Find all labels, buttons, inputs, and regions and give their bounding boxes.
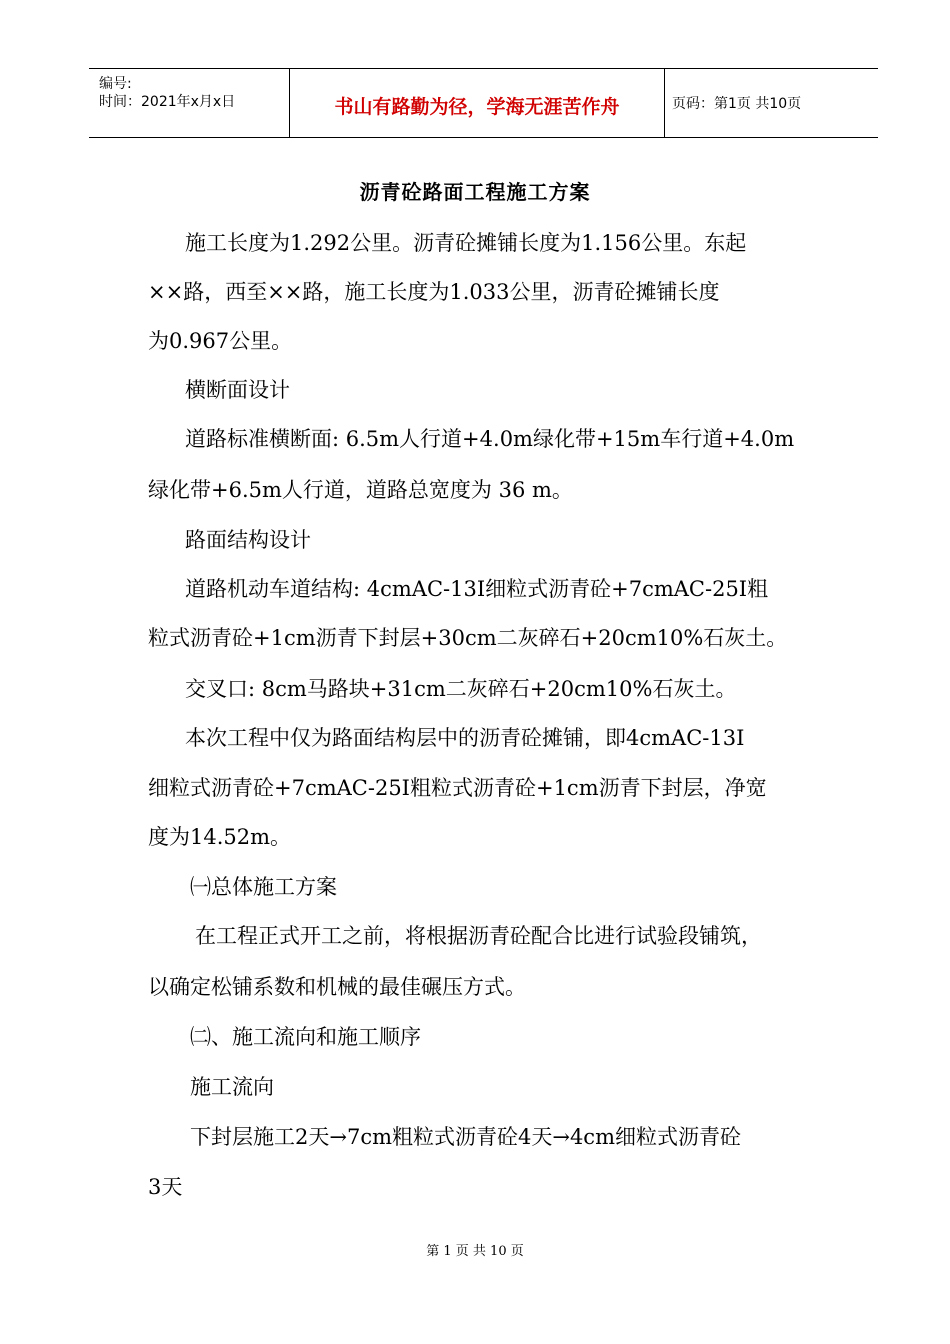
document-date: 时间：2021年x月x日 (99, 94, 236, 110)
document-number-label: 编号: (99, 76, 132, 92)
page-footer: 第 1 页 共 10 页 (426, 1244, 524, 1259)
motto-text: 书山有路勤为径，学海无涯苦作舟 (334, 96, 620, 118)
section-heading: 横断面设计 (185, 378, 290, 402)
body-line: 以确定松铺系数和机械的最佳碾压方式。 (148, 975, 526, 999)
body-line: 3天 (148, 1175, 183, 1199)
body-line: 本次工程中仅为路面结构层中的沥青砼摊铺，即4cmAC-13I (185, 726, 745, 750)
body-line: 下封层施工2天→7cm粗粒式沥青砼4天→4cm细粒式沥青砼 (190, 1125, 741, 1149)
body-line: 细粒式沥青砼+7cmAC-25I粗粒式沥青砼+1cm沥青下封层，净宽 (148, 776, 767, 800)
header-page-cell (664, 69, 878, 137)
section-heading: ㈠总体施工方案 (190, 875, 337, 899)
header-motto-cell (289, 69, 665, 137)
document-title: 沥青砼路面工程施工方案 (359, 180, 591, 204)
body-line: 度为14.52m。 (148, 825, 292, 849)
body-line: 交叉口: 8cm马路块+31cm二灰碎石+20cm10%石灰土。 (185, 677, 737, 701)
header-meta-cell (89, 69, 289, 137)
page-header (89, 68, 878, 138)
body-line: 施工长度为1.292公里。沥青砼摊铺长度为1.156公里。东起 (185, 231, 747, 255)
section-heading: 路面结构设计 (185, 528, 311, 552)
body-line: 绿化带+6.5m人行道，道路总宽度为 36 m。 (148, 478, 573, 502)
body-line: 为0.967公里。 (148, 329, 293, 353)
section-heading: 施工流向 (190, 1075, 274, 1099)
body-line: 粒式沥青砼+1cm沥青下封层+30cm二灰碎石+20cm10%石灰土。 (148, 626, 788, 650)
body-line: 道路机动车道结构: 4cmAC-13I细粒式沥青砼+7cmAC-25I粗 (185, 577, 769, 601)
body-line: 在工程正式开工之前，将根据沥青砼配合比进行试验段铺筑， (195, 924, 762, 948)
body-line: ××路，西至××路，施工长度为1.033公里，沥青砼摊铺长度 (148, 280, 720, 304)
body-line: 道路标准横断面: 6.5m人行道+4.0m绿化带+15m车行道+4.0m (185, 427, 795, 451)
section-heading: ㈡、施工流向和施工顺序 (190, 1025, 421, 1049)
header-page-info: 页码：第1页 共10页 (672, 96, 802, 112)
